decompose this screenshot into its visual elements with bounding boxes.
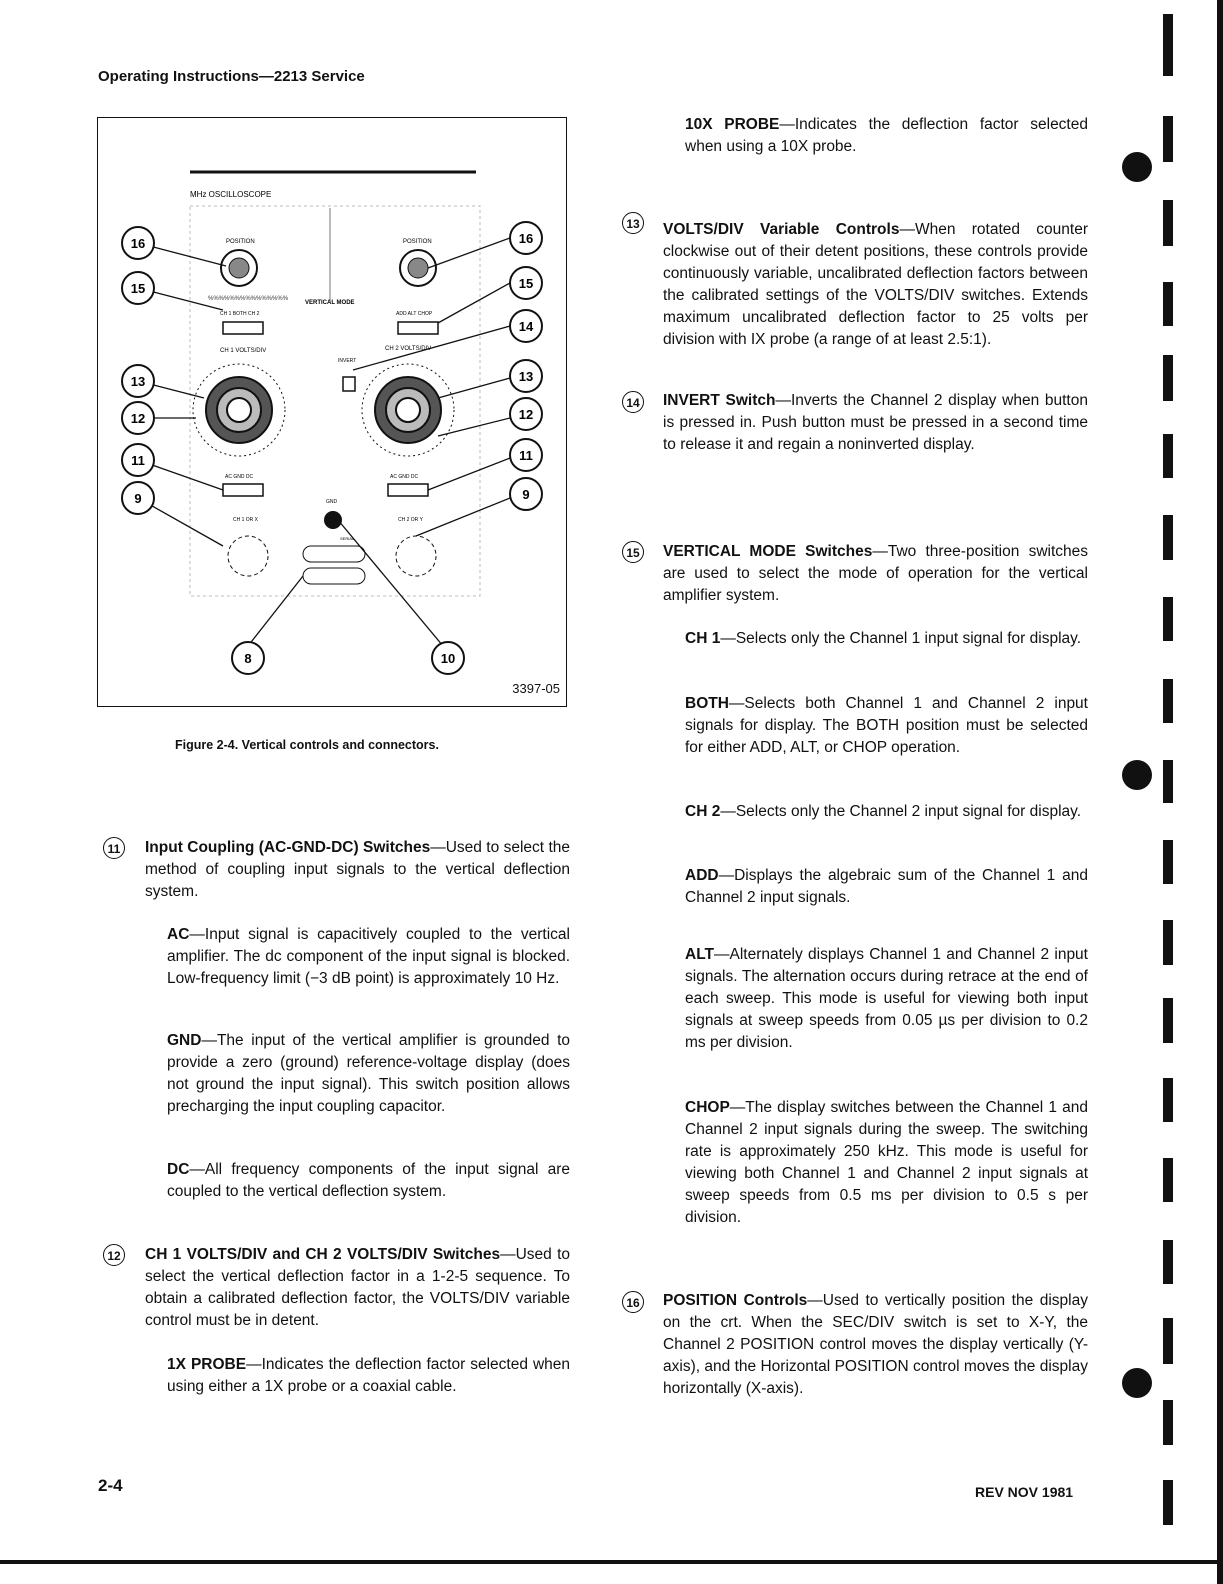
callout-12-left: 12 <box>130 411 146 426</box>
page-edge <box>1217 0 1223 1584</box>
label-ch1-or-x: CH 1 OR X <box>233 517 259 523</box>
sub-ch1: CH 1—Selects only the Channel 1 input signal for display. <box>685 630 1082 647</box>
sub-add: ADD—Displays the algebraic sum of the Channel 1 and Channel 2 input signals. <box>685 867 1088 906</box>
item-invert-switch: INVERT Switch—Inverts the Channel 2 display when button is pressed in. Push button must be pressed in a second time to release it and regain a noninverted display. <box>663 392 1088 453</box>
binding-mark <box>1163 434 1173 478</box>
callout-12-right: 12 <box>518 407 534 422</box>
sub-gnd: GND—The input of the vertical amplifier is grounded to provide a zero (ground) reference-voltage display (does not ground the input signal). This switch position allows precharging the input coupling capacitor. <box>167 1032 570 1115</box>
callout-8: 8 <box>244 651 252 666</box>
sub-alt: ALT—Alternately displays Channel 1 and Channel 2 input signals. The alternation occurs during retrace at the end of each sweep. This mode is useful for viewing both input signals at sweep speeds from 0.05 µs per division to 0.2 ms per division. <box>685 946 1088 1051</box>
sub-both: BOTH—Selects both Channel 1 and Channel 2 input signals for display. The BOTH position must be selected for either ADD, ALT, or CHOP operation. <box>685 695 1088 756</box>
panel-title: MHz OSCILLOSCOPE <box>190 190 272 199</box>
item-number-15: 15 <box>622 541 644 563</box>
label-gnd: GND <box>326 499 338 505</box>
item-title: Input Coupling (AC-GND-DC) Switches <box>145 839 431 856</box>
binding-mark <box>1163 1400 1173 1445</box>
figure-box <box>97 117 567 707</box>
binding-mark <box>1163 515 1173 560</box>
binding-mark <box>1163 1078 1173 1122</box>
binding-mark <box>1163 116 1173 162</box>
binding-hole <box>1122 760 1152 790</box>
sub-1x-probe: 1X PROBE—Indicates the deflection factor selected when using either a 1X probe or a coaxial cable. <box>167 1356 570 1395</box>
label-ch1-volts: CH 1 VOLTS/DIV <box>220 348 267 354</box>
callout-14-right: 14 <box>518 319 534 334</box>
figure-id: 3397-05 <box>512 681 560 696</box>
binding-mark <box>1163 282 1173 326</box>
revision-date: REV NOV 1981 <box>975 1484 1074 1500</box>
label-ac-gnd-dc-2: AC GND DC <box>390 474 419 480</box>
item-number-12: 12 <box>103 1244 125 1266</box>
item-position-controls: POSITION Controls—Used to vertically position the display on the crt. When the SEC/DIV switch is set to X-Y, the Channel 2 POSITION control moves the display vertically (Y-axis), and the Horizontal POSITION control moves the display horizontally (X-axis). <box>663 1292 1088 1397</box>
sub-ac: AC—Input signal is capacitively coupled to the vertical amplifier. The dc component of the input signal is blocked. Low-frequency limit (−3 dB point) is approximately 10 Hz. <box>167 926 570 987</box>
sub-chop: CHOP—The display switches between the Channel 1 and Channel 2 input signals during the sweep. The switching rate is approximately 250 kHz. This mode is useful for viewing both Channel 1 and Channel 2 input signals at sweep speeds from 0.5 ms per division to 0.5 s per division. <box>685 1099 1088 1226</box>
callout-9-left: 9 <box>134 491 142 506</box>
item-volts-div-switches: CH 1 VOLTS/DIV and CH 2 VOLTS/DIV Switches—Used to select the vertical deflection factor in a 1-2-5 sequence. To obtain a calibrated deflection factor, the VOLTS/DIV variable control must be in detent. <box>145 1246 570 1329</box>
binding-mark <box>1163 597 1173 641</box>
binding-mark <box>1163 200 1173 246</box>
binding-mark <box>1163 840 1173 884</box>
oscilloscope-panel-diagram <box>98 118 565 705</box>
binding-mark <box>1163 1158 1173 1202</box>
callout-13-right: 13 <box>518 369 534 384</box>
callout-13-left: 13 <box>130 374 146 389</box>
running-header: Operating Instructions—2213 Service <box>98 68 365 85</box>
callout-11-right: 11 <box>519 448 533 463</box>
binding-mark <box>1163 14 1173 76</box>
callout-10: 10 <box>440 651 456 666</box>
label-invert: INVERT <box>338 358 357 364</box>
callout-11-left: 11 <box>131 453 145 468</box>
binding-mark <box>1163 1318 1173 1364</box>
item-number-16: 16 <box>622 1291 644 1313</box>
label-position-1: POSITION <box>226 239 255 245</box>
binding-mark <box>1163 1240 1173 1284</box>
binding-mark <box>1163 998 1173 1043</box>
item-input-coupling <box>145 837 570 903</box>
label-ch1-both-ch2: CH 1 BOTH CH 2 <box>220 311 260 317</box>
svg-text:%%%%%%%%%%%%%%%: %%%%%%%%%%%%%%% <box>208 296 289 302</box>
label-position-2: POSITION <box>403 239 432 245</box>
item-number-11: 11 <box>103 837 125 859</box>
page-number: 2-4 <box>98 1476 123 1495</box>
label-ch2-volts: CH 2 VOLTS/DIV <box>385 346 432 352</box>
sub-dc: DC—All frequency components of the input signal are coupled to the vertical deflection system. <box>167 1161 570 1200</box>
binding-mark <box>1163 920 1173 965</box>
figure-caption: Figure 2-4. Vertical controls and connectors. <box>175 738 439 752</box>
binding-hole <box>1122 152 1152 182</box>
callout-16-left: 16 <box>130 236 146 251</box>
label-serial: SERIAL <box>340 536 355 541</box>
binding-mark <box>1163 760 1173 803</box>
item-number-13: 13 <box>622 212 644 234</box>
label-add-alt-chop: ADD ALT CHOP <box>396 311 433 317</box>
item-text: —Used to select the method of coupling input signals to the vertical deflection system. <box>145 839 570 900</box>
sub-10x-probe: 10X PROBE—Indicates the deflection factor selected when using a 10X probe. <box>685 116 1088 155</box>
sub-ch2: CH 2—Selects only the Channel 2 input signal for display. <box>685 803 1082 820</box>
item-vertical-mode: VERTICAL MODE Switches—Two three-position switches are used to select the mode of operation for the vertical amplifier system. <box>663 543 1089 604</box>
callout-16-right: 16 <box>518 231 534 246</box>
callout-15-right: 15 <box>518 276 534 291</box>
label-ac-gnd-dc-1: AC GND DC <box>225 474 254 480</box>
binding-mark <box>1163 355 1173 401</box>
item-number-14: 14 <box>622 391 644 413</box>
binding-mark <box>1163 1480 1173 1525</box>
binding-mark <box>1163 679 1173 723</box>
label-ch2-or-y: CH 2 OR Y <box>398 517 423 523</box>
item-volts-div-variable: VOLTS/DIV Variable Controls—When rotated counter clockwise out of their detent positions, these controls provide continuously variable, uncalibrated deflection factors between the calibrated settings of the VOLTS/DIV switches. Extends maximum uncalibrated deflection factor to 25 volts per division with IX probe (a range of at least 2.5:1). <box>663 221 1089 348</box>
binding-hole <box>1122 1368 1152 1398</box>
label-vertical-mode: VERTICAL MODE <box>305 300 355 306</box>
callout-15-left: 15 <box>130 281 146 296</box>
callout-9-right: 9 <box>522 487 530 502</box>
page-bottom-edge <box>0 1560 1223 1564</box>
